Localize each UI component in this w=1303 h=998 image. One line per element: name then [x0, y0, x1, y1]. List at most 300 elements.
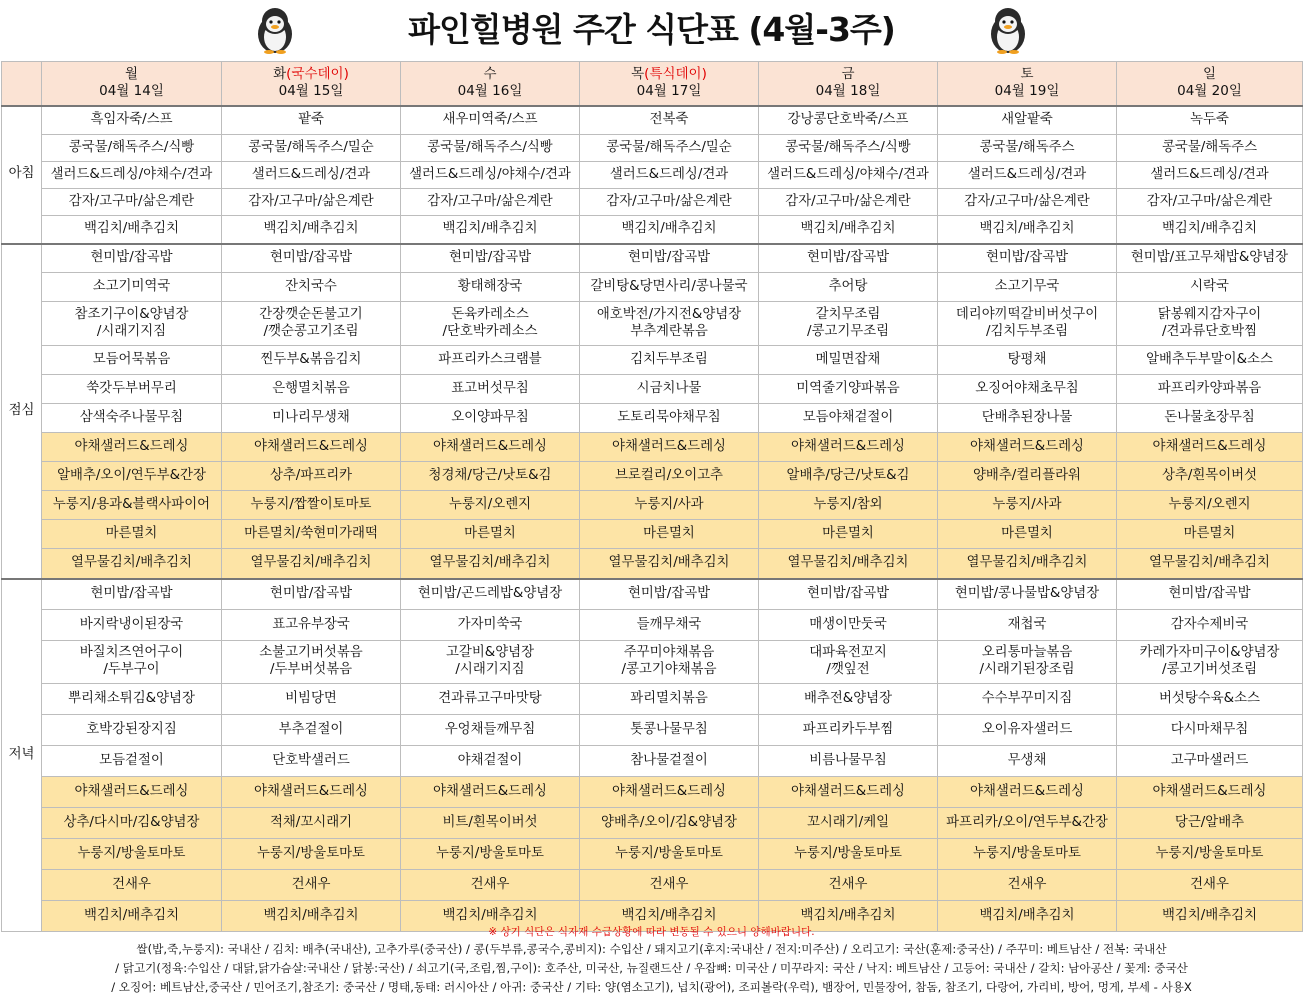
menu-item-text: 백김치/배추김치 — [1161, 220, 1258, 236]
menu-cell — [401, 433, 580, 462]
menu-item-text: 간장깻순돈불고기 — [259, 306, 363, 322]
menu-item-text: /시래기지짐 — [455, 662, 525, 677]
menu-row — [2, 579, 1303, 610]
day-header — [401, 62, 580, 106]
menu-item-text: 누룽지/방울토마토 — [436, 845, 544, 861]
menu-cell — [580, 870, 759, 901]
day-name: 수 — [483, 66, 497, 83]
menu-cell — [401, 273, 580, 302]
menu-cell — [759, 273, 938, 302]
menu-item-text: 현미밥/잡곡밥 — [448, 249, 532, 265]
menu-item-text: 현미밥/잡곡밥 — [90, 249, 173, 265]
menu-item-text: /콩고기야채볶음 — [621, 662, 717, 677]
menu-item-text: 누룽지/방울토마토 — [77, 845, 186, 861]
menu-item-text: 야채샐러드&드레싱 — [74, 783, 189, 799]
menu-item-text: 부추계란볶음 — [630, 323, 708, 339]
menu-cell — [42, 684, 222, 715]
menu-item-text: 건새우 — [291, 876, 331, 892]
page-title: 파인힐병원 주간 식단표 (4월-3주) — [408, 10, 895, 49]
menu-item-text: 데리야끼떡갈비버섯구이 — [955, 306, 1099, 322]
menu-cell — [222, 302, 401, 346]
menu-item-text: 백김치/배추김치 — [83, 907, 180, 923]
menu-cell — [580, 106, 759, 135]
menu-row — [2, 462, 1303, 491]
menu-cell — [580, 610, 759, 641]
menu-cell — [222, 216, 401, 244]
menu-item-text: 바지락냉이된장국 — [79, 616, 184, 632]
menu-item-text: 상추/다시마/김&양념장 — [63, 814, 200, 830]
menu-cell — [1117, 273, 1303, 302]
menu-row — [2, 715, 1303, 746]
menu-item-text: 현미밥/잡곡밥 — [627, 585, 711, 601]
menu-cell — [580, 244, 759, 273]
menu-item-text: 건새우 — [649, 876, 689, 892]
menu-item-text: 누룽지/사과 — [634, 496, 704, 512]
menu-item-text: 찐두부&볶음김치 — [260, 351, 362, 367]
menu-cell — [1117, 375, 1303, 404]
menu-item-text: 당근/알배추 — [1174, 814, 1245, 830]
day-header — [42, 62, 222, 106]
menu-item-text: 누룽지/방울토마토 — [257, 845, 365, 861]
menu-item-text: /두부버섯볶음 — [269, 662, 353, 677]
menu-cell — [580, 135, 759, 162]
menu-item-text: 탕평채 — [1007, 351, 1047, 367]
menu-item-text: 백김치/배추김치 — [83, 220, 180, 236]
menu-item-text: 열무물김치/배추김치 — [250, 554, 372, 570]
menu-cell — [401, 404, 580, 433]
menu-item-text: 꽈리멸치볶음 — [630, 690, 708, 706]
menu-item-text: 건새우 — [112, 876, 151, 892]
menu-cell — [580, 346, 759, 375]
menu-row — [2, 216, 1303, 244]
menu-cell — [580, 520, 759, 549]
menu-cell — [759, 189, 938, 216]
menu-item-text: 현미밥/잡곡밥 — [806, 249, 890, 265]
header-corner — [2, 62, 42, 106]
menu-cell — [759, 549, 938, 579]
menu-cell — [759, 746, 938, 777]
origin-line: / 닭고기(정육:수입산 / 대닭,닭가슴살:국내산 / 닭봉:국산) / 쇠고기(국,조림,찜,구이): 호주산, 미국산, 뉴질랜드산 / 우잡뼈: 미국산 / 미꾸라지: 국산 / 낙지: 베트남산 / 고등어: 국내산 / 갈치: 남아공산 / 꽃게: 중국산 — [115, 961, 1188, 975]
menu-cell — [401, 870, 580, 901]
menu-cell — [42, 610, 222, 641]
menu-cell — [42, 520, 222, 549]
menu-item-text: 백김치/배추김치 — [621, 907, 717, 923]
menu-item-text: /시래기된장조림 — [979, 662, 1075, 677]
menu-item-text: 감자/고구마/삶은계란 — [606, 193, 732, 209]
menu-cell — [938, 375, 1117, 404]
menu-item-text: 현미밥/잡곡밥 — [269, 585, 353, 601]
meal-label: 점심 — [2, 244, 42, 579]
menu-cell — [222, 684, 401, 715]
menu-item-text: 다시마채무침 — [1170, 721, 1249, 737]
day-header — [938, 62, 1117, 106]
menu-item-text: 샐러드&드레싱/야채수/견과 — [767, 166, 929, 182]
menu-cell — [401, 244, 580, 273]
menu-cell — [1117, 839, 1303, 870]
menu-cell — [580, 641, 759, 684]
menu-item-text: 애호박전/가지전&양념장 — [596, 306, 742, 322]
menu-item-text: 열무물김치/배추김치 — [608, 554, 730, 570]
menu-cell — [759, 777, 938, 808]
menu-item-text: 오이양파무침 — [451, 409, 529, 425]
menu-item-text: 건새우 — [1007, 876, 1047, 892]
menu-item-text: 감자/고구마/삶은계란 — [68, 193, 195, 209]
menu-item-text: 백김치/배추김치 — [1161, 907, 1258, 923]
menu-cell — [42, 346, 222, 375]
menu-cell — [222, 162, 401, 189]
menu-item-text: 마른멸치 — [1183, 525, 1236, 541]
menu-item-text: 백김치/배추김치 — [263, 907, 359, 923]
menu-item-text: /콩고기버섯조림 — [1161, 662, 1258, 677]
menu-item-text: 바질치즈연어구이 — [79, 645, 184, 661]
menu-cell — [580, 579, 759, 610]
menu-item-text: 브로컬리/오이고추 — [615, 467, 723, 483]
menu-cell — [759, 491, 938, 520]
menu-cell — [42, 189, 222, 216]
menu-cell — [938, 870, 1117, 901]
menu-cell — [759, 135, 938, 162]
menu-item-text: 감자/고구마/삶은계란 — [248, 193, 374, 209]
menu-cell — [1117, 715, 1303, 746]
menu-item-text: 백김치/배추김치 — [979, 220, 1075, 236]
menu-item-text: 건새우 — [828, 876, 868, 892]
menu-item-text: 돈육카레소스 — [451, 306, 529, 322]
menu-cell — [759, 641, 938, 684]
day-header — [222, 62, 401, 106]
menu-cell — [42, 375, 222, 404]
menu-item-text: 녹두죽 — [1190, 111, 1229, 127]
menu-row — [2, 302, 1303, 346]
menu-item-text: 샐러드&드레싱/견과 — [251, 166, 371, 182]
menu-item-text: 가자미쑥국 — [457, 616, 523, 632]
menu-item-text: 샐러드&드레싱/야채수/견과 — [409, 166, 571, 182]
menu-cell — [401, 715, 580, 746]
menu-item-text: 현미밥/표고무채밥&양념장 — [1130, 249, 1289, 265]
menu-cell — [222, 870, 401, 901]
menu-row — [2, 346, 1303, 375]
day-header — [1117, 62, 1303, 106]
day-date: 04월 19일 — [994, 83, 1060, 100]
menu-item-text: /김치두부조림 — [985, 323, 1069, 339]
day-name: 월 — [124, 66, 139, 83]
menu-item-text: /깻순콩고기조림 — [263, 323, 359, 339]
menu-item-text: 파프리카/오이/연두부&간장 — [946, 814, 1108, 830]
day-name: 화 — [273, 66, 287, 83]
menu-cell — [580, 549, 759, 579]
menu-item-text: 양배추/컬리플라워 — [973, 467, 1081, 483]
menu-item-text: 마른멸치 — [105, 525, 158, 541]
menu-item-text: 마른멸치 — [1001, 525, 1053, 541]
day-date: 04월 17일 — [636, 83, 702, 100]
menu-cell — [1117, 808, 1303, 839]
menu-cell — [938, 273, 1117, 302]
day-header — [759, 62, 938, 106]
menu-item-text: 감자/고구마/삶은계란 — [427, 193, 553, 209]
menu-item-text: 돈나물초장무침 — [1164, 409, 1255, 425]
menu-item-text: 샐러드&드레싱/견과 — [967, 166, 1087, 182]
menu-item-text: 알배추/오이/연두부&간장 — [57, 467, 206, 483]
menu-item-text: 미역줄기양파볶음 — [796, 380, 900, 396]
day-header-row — [2, 62, 1303, 106]
menu-cell — [42, 870, 222, 901]
menu-cell — [938, 808, 1117, 839]
menu-cell — [401, 746, 580, 777]
menu-item-text: 누룽지/짭짤이토마토 — [250, 496, 372, 512]
menu-cell — [938, 610, 1117, 641]
menu-item-text: 야채샐러드&드레싱 — [74, 438, 189, 454]
menu-cell — [580, 189, 759, 216]
menu-item-text: 뿌리채소튀김&양념장 — [68, 690, 195, 706]
menu-item-text: 누룽지/용과&블랙사파이어 — [52, 496, 211, 512]
meal-label: 아침 — [2, 106, 42, 244]
menu-cell — [1117, 216, 1303, 244]
menu-cell — [42, 808, 222, 839]
menu-cell — [42, 839, 222, 870]
menu-item-text: 알배추/당근/낫토&김 — [786, 467, 910, 483]
menu-item-text: 전복죽 — [649, 111, 689, 127]
menu-cell — [42, 579, 222, 610]
menu-cell — [1117, 404, 1303, 433]
menu-item-text: 참조기구이&양념장 — [74, 306, 189, 322]
menu-cell — [580, 746, 759, 777]
menu-item-text: 야채샐러드&드레싱 — [791, 783, 905, 799]
menu-item-text: 누룽지/사과 — [992, 496, 1062, 512]
menu-cell — [222, 715, 401, 746]
menu-item-text: 콩국물/해독주스/밀순 — [248, 139, 374, 155]
menu-cell — [938, 244, 1117, 273]
menu-item-text: 소고기무국 — [994, 278, 1060, 294]
menu-row — [2, 189, 1303, 216]
menu-item-text: /콩고기무조림 — [806, 323, 890, 339]
menu-cell — [222, 777, 401, 808]
menu-item-text: 새알팥죽 — [1001, 111, 1053, 127]
menu-item-text: 미나리무생채 — [272, 409, 350, 425]
menu-item-text: 매생이만둣국 — [809, 616, 887, 632]
menu-item-text: 열무물김치/배추김치 — [429, 554, 551, 570]
menu-cell — [938, 491, 1117, 520]
menu-cell — [222, 375, 401, 404]
menu-cell — [42, 216, 222, 244]
menu-cell — [401, 491, 580, 520]
header — [0, 0, 1303, 62]
menu-cell — [222, 189, 401, 216]
menu-cell — [401, 777, 580, 808]
menu-cell — [42, 491, 222, 520]
menu-item-text: 비트/흰목이버섯 — [442, 814, 538, 830]
menu-cell — [222, 244, 401, 273]
menu-cell — [580, 777, 759, 808]
menu-cell — [222, 346, 401, 375]
menu-cell — [938, 579, 1117, 610]
menu-cell — [938, 641, 1117, 684]
menu-item-text: 현미밥/잡곡밥 — [806, 585, 890, 601]
day-date: 04월 20일 — [1177, 83, 1242, 100]
menu-item-text: 추어탕 — [828, 278, 868, 294]
menu-cell — [42, 549, 222, 579]
menu-cell — [759, 610, 938, 641]
menu-item-text: 강낭콩단호박죽/스프 — [787, 111, 909, 127]
menu-item-text: 열무물김치/배추김치 — [71, 554, 192, 570]
menu-cell — [222, 404, 401, 433]
menu-cell — [401, 462, 580, 491]
menu-item-text: 백김치/배추김치 — [800, 220, 896, 236]
menu-cell — [222, 839, 401, 870]
menu-row — [2, 870, 1303, 901]
menu-row — [2, 244, 1303, 273]
notice-text: ※ 상기 식단은 식자재 수급상황에 따라 변동될 수 있으니 양해바랍니다. — [488, 926, 815, 938]
menu-item-text: 야채샐러드&드레싱 — [254, 783, 368, 799]
menu-cell — [759, 808, 938, 839]
menu-item-text: 백김치/배추김치 — [442, 220, 538, 236]
menu-cell — [222, 746, 401, 777]
menu-cell — [580, 404, 759, 433]
menu-cell — [938, 462, 1117, 491]
menu-cell — [42, 777, 222, 808]
menu-cell — [1117, 579, 1303, 610]
special-day-tag: (국수데이) — [286, 66, 349, 83]
menu-item-text: 견과류고구마맛탕 — [438, 690, 542, 706]
menu-item-text: 소고기미역국 — [92, 278, 171, 294]
menu-item-text: 야채샐러드&드레싱 — [970, 783, 1084, 799]
menu-item-text: 우엉채들깨무침 — [444, 721, 536, 737]
menu-item-text: /단호박카레소스 — [442, 323, 538, 339]
menu-item-text: 파프리카스크램블 — [438, 351, 542, 367]
menu-cell — [759, 684, 938, 715]
menu-item-text: 마른멸치/쑥현미가래떡 — [244, 525, 378, 541]
menu-row — [2, 520, 1303, 549]
menu-cell — [1117, 610, 1303, 641]
menu-item-text: 닭봉웨지감자구이 — [1157, 306, 1262, 322]
menu-cell — [222, 610, 401, 641]
menu-cell — [759, 375, 938, 404]
menu-cell — [401, 189, 580, 216]
menu-item-text: 대파육전꼬지 — [809, 645, 887, 661]
menu-cell — [938, 549, 1117, 579]
menu-item-text: 야채샐러드&드레싱 — [970, 438, 1084, 454]
menu-item-text: 황태해장국 — [457, 278, 523, 294]
menu-cell — [42, 273, 222, 302]
menu-item-text: 들깨무채국 — [636, 616, 702, 632]
menu-cell — [580, 433, 759, 462]
menu-item-text: 건새우 — [1190, 876, 1229, 892]
menu-cell — [401, 106, 580, 135]
menu-item-text: 시락국 — [1190, 278, 1229, 294]
menu-item-text: 야채샐러드&드레싱 — [612, 783, 726, 799]
menu-item-text: /시래기지짐 — [96, 323, 167, 339]
menu-item-text: 현미밥/잡곡밥 — [90, 585, 173, 601]
menu-cell — [938, 746, 1117, 777]
menu-cell — [759, 216, 938, 244]
menu-cell — [580, 162, 759, 189]
menu-cell — [580, 216, 759, 244]
menu-cell — [401, 641, 580, 684]
menu-item-text: /깻잎전 — [826, 662, 870, 677]
menu-cell — [759, 106, 938, 135]
menu-cell — [580, 273, 759, 302]
menu-cell — [222, 462, 401, 491]
menu-item-text: 현미밥/잡곡밥 — [269, 249, 353, 265]
menu-item-text: 누룽지/방울토마토 — [1155, 845, 1264, 861]
menu-cell — [1117, 244, 1303, 273]
menu-cell — [938, 302, 1117, 346]
penguin-icon — [986, 4, 1030, 54]
menu-item-text: 청경채/당근/낫토&김 — [428, 467, 552, 483]
menu-cell — [938, 216, 1117, 244]
menu-cell — [222, 433, 401, 462]
menu-row — [2, 106, 1303, 135]
menu-item-text: 버섯탕수육&소스 — [1159, 690, 1260, 706]
menu-item-text: 누룽지/방울토마토 — [973, 845, 1081, 861]
menu-item-text: 현미밥/곤드레밥&양념장 — [417, 585, 563, 601]
day-name: 금 — [841, 66, 855, 83]
day-date: 04월 18일 — [815, 83, 881, 100]
menu-item-text: 백김치/배추김치 — [442, 907, 538, 923]
menu-item-text: 모듬야채겉절이 — [802, 409, 894, 425]
menu-cell — [222, 579, 401, 610]
menu-item-text: 호박강된장지짐 — [86, 721, 177, 737]
menu-item-text: 모듬어묵볶음 — [92, 351, 171, 367]
menu-row — [2, 839, 1303, 870]
menu-cell — [759, 346, 938, 375]
menu-cell — [938, 520, 1117, 549]
menu-row — [2, 491, 1303, 520]
menu-cell — [42, 135, 222, 162]
menu-cell — [222, 273, 401, 302]
menu-cell — [222, 491, 401, 520]
menu-cell — [1117, 746, 1303, 777]
day-name: 일 — [1202, 66, 1217, 83]
origin-line: / 오징어: 베트남산,중국산 / 민어조기,참조기: 중국산 / 명태,동태: 러시아산 / 아귀: 중국산 / 기타: 양(염소고기), 넙치(광어), 조피볼락(우럭), 뱀장어, 민물장어, 참돔, 참조기, 다랑어, 가리비, 방어, 멍게, 부세 - 사용X — [111, 980, 1192, 994]
menu-cell — [401, 839, 580, 870]
menu-item-text: 적채/꼬시래기 — [269, 814, 353, 830]
menu-cell — [1117, 302, 1303, 346]
menu-item-text: 은행멸치볶음 — [272, 380, 350, 396]
menu-cell — [580, 715, 759, 746]
menu-cell — [1117, 520, 1303, 549]
menu-cell — [401, 610, 580, 641]
menu-item-text: 갈비탕&당면사리/콩나물국 — [590, 278, 748, 294]
menu-item-text: 시금치나물 — [636, 380, 702, 396]
menu-item-text: 누룽지/참외 — [813, 496, 883, 512]
weekly-menu-table — [1, 61, 1303, 932]
menu-row — [2, 162, 1303, 189]
menu-item-text: 열무물김치/배추김치 — [1149, 554, 1270, 570]
menu-row — [2, 746, 1303, 777]
menu-item-text: 콩국물/해독주스 — [1161, 139, 1258, 155]
day-header — [580, 62, 759, 106]
menu-item-text: 오이유자샐러드 — [981, 721, 1073, 737]
menu-cell — [759, 579, 938, 610]
menu-item-text: 감자/고구마/삶은계란 — [964, 193, 1090, 209]
menu-item-text: 누룽지/방울토마토 — [794, 845, 902, 861]
menu-item-text: 샐러드&드레싱/견과 — [609, 166, 729, 182]
menu-item-text: 야채샐러드&드레싱 — [1152, 783, 1267, 799]
menu-item-text: 김치두부조림 — [630, 351, 708, 367]
menu-cell — [42, 641, 222, 684]
day-name: 토 — [1020, 66, 1034, 83]
menu-cell — [759, 302, 938, 346]
menu-cell — [938, 346, 1117, 375]
menu-item-text: 야채겉절이 — [457, 752, 523, 768]
menu-cell — [401, 302, 580, 346]
menu-item-text: 흑임자죽/스프 — [90, 111, 173, 127]
menu-item-text: 오징어야채초무침 — [975, 380, 1079, 396]
menu-cell — [401, 520, 580, 549]
special-day-tag: (특식데이) — [644, 66, 707, 83]
menu-cell — [42, 302, 222, 346]
menu-cell — [222, 641, 401, 684]
menu-cell — [222, 106, 401, 135]
